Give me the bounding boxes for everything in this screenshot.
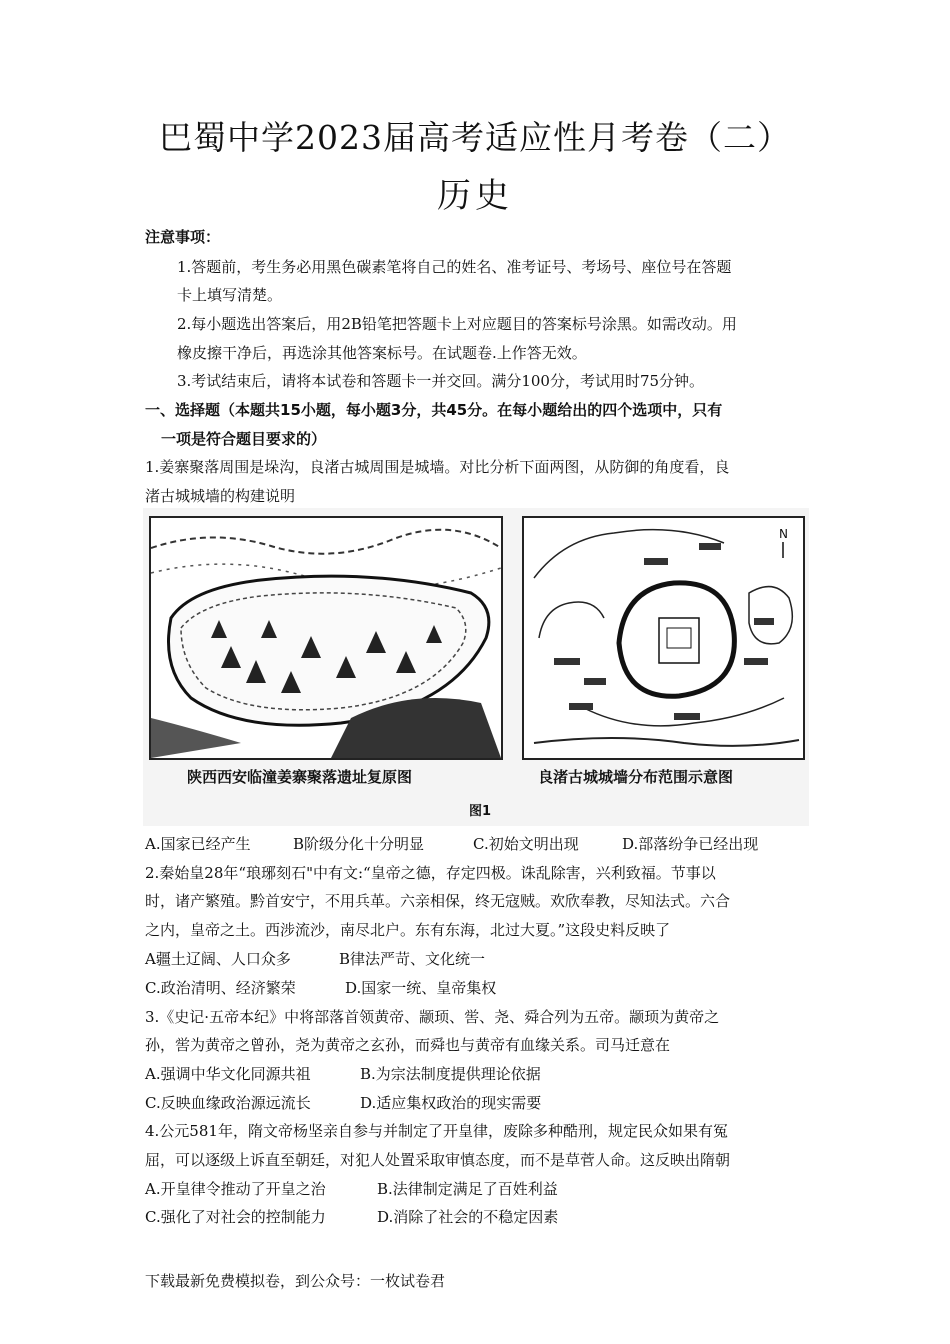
q1-stem: 1.姜寨聚落周围是垛沟，良渚古城周围是城墙。对比分析下面两图，从防御的角度看，良 [145,458,730,476]
q3-option-b: B.为宗法制度提供理论依据 [360,1065,541,1083]
q4-option-d: D.消除了社会的不稳定因素 [377,1208,559,1226]
notice-line: 1.答题前，考生务必用黑色碳素笔将自己的姓名、准考证号、考场号、座位号在答题 [177,258,732,276]
q2-option-b: B律法严苛、文化统一 [339,950,486,968]
notice-line: 2.每小题选出答案后，用2B铅笔把答题卡上对应题目的答案标号涂黑。如需改动。用 [177,315,737,333]
notice-line: 橡皮擦干净后，再选涂其他答案标号。在试题卷.上作答无效。 [177,344,587,362]
q1-option-c: C.初始文明出现 [473,835,579,853]
q2-stem: 时，诸产繁殖。黔首安宁，不用兵革。六亲相保，终无寇贼。欢欣奉教，尽知法式。六合 [145,892,731,910]
q2-option-c: C.政治清明、经济繁荣 [145,979,296,997]
exam-subject: 历史 [437,176,513,216]
figure-1 [143,508,809,826]
q1-option-b: B阶级分化十分明显 [293,835,425,853]
q3-stem: 3.《史记·五帝本纪》中将部落首领黄帝、颛顼、喾、尧、舜合列为五帝。颛顼为黄帝之 [145,1008,720,1026]
q4-stem: 4.公元581年，隋文帝杨坚亲自参与并制定了开皇律，废除多种酷刑，规定民众如果有冤 [145,1122,728,1140]
q3-option-d: D.适应集权政治的现实需要 [360,1094,542,1112]
figure-right-caption: 良渚古城城墙分布范围示意图 [538,768,734,786]
q2-option-a: A疆土辽阔、人口众多 [145,950,291,968]
q3-option-c: C.反映血缘政治源远流长 [145,1094,311,1112]
footer-note: 下载最新免费模拟卷，到公众号：一枚试卷君 [145,1272,446,1290]
q1-option-a: A.国家已经产生 [145,835,251,853]
q3-stem: 孙，喾为黄帝之曾孙，尧为黄帝之玄孙，而舜也与黄帝有血缘关系。司马迁意在 [145,1036,671,1054]
q3-option-a: A.强调中华文化同源共祖 [145,1065,311,1083]
figure-number: 图1 [469,804,492,819]
q2-stem: 之内，皇帝之土。西涉流沙，南尽北户。东有东海，北过大夏。”这段史料反映了 [145,921,671,939]
q1-option-d: D.部落纷争已经出现 [622,835,759,853]
q4-option-b: B.法律制定满足了百姓利益 [377,1180,558,1198]
section-heading: 一、选择题（本题共15小题，每小题3分，共45分。在每小题给出的四个选项中，只有 [145,401,723,419]
q4-option-a: A.开皇律令推动了开皇之治 [145,1180,326,1198]
figure-left-caption: 陕西西安临潼姜寨聚落遗址复原图 [187,768,413,786]
q4-option-c: C.强化了对社会的控制能力 [145,1208,326,1226]
q2-option-d: D.国家一统、皇帝集权 [345,979,497,997]
q4-stem: 屈，可以逐级上诉直至朝廷，对犯人处置采取审慎态度，而不是草菅人命。这反映出隋朝 [145,1151,731,1169]
liangzhu-wall-map [522,516,805,760]
q1-stem: 渚古城城墙的构建说明 [145,487,296,505]
notice-line: 卡上填写清楚。 [177,286,283,304]
notice-line: 3.考试结束后，请将本试卷和答题卡一并交回。满分100分，考试用时75分钟。 [177,372,705,390]
jiangzhai-reconstruction-image [149,516,503,760]
exam-title: 巴蜀中学2023届高考适应性月考卷（二） [159,118,791,157]
svg-text:N: N [779,527,788,541]
q2-stem: 2.秦始皇28年“琅琊刻石"中有文:“皇帝之德，存定四极。诛乱除害，兴利致福。节事以 [145,864,716,882]
section-heading-cont: 一项是符合题目要求的） [161,430,327,448]
notice-heading: 注意事项： [145,228,221,246]
